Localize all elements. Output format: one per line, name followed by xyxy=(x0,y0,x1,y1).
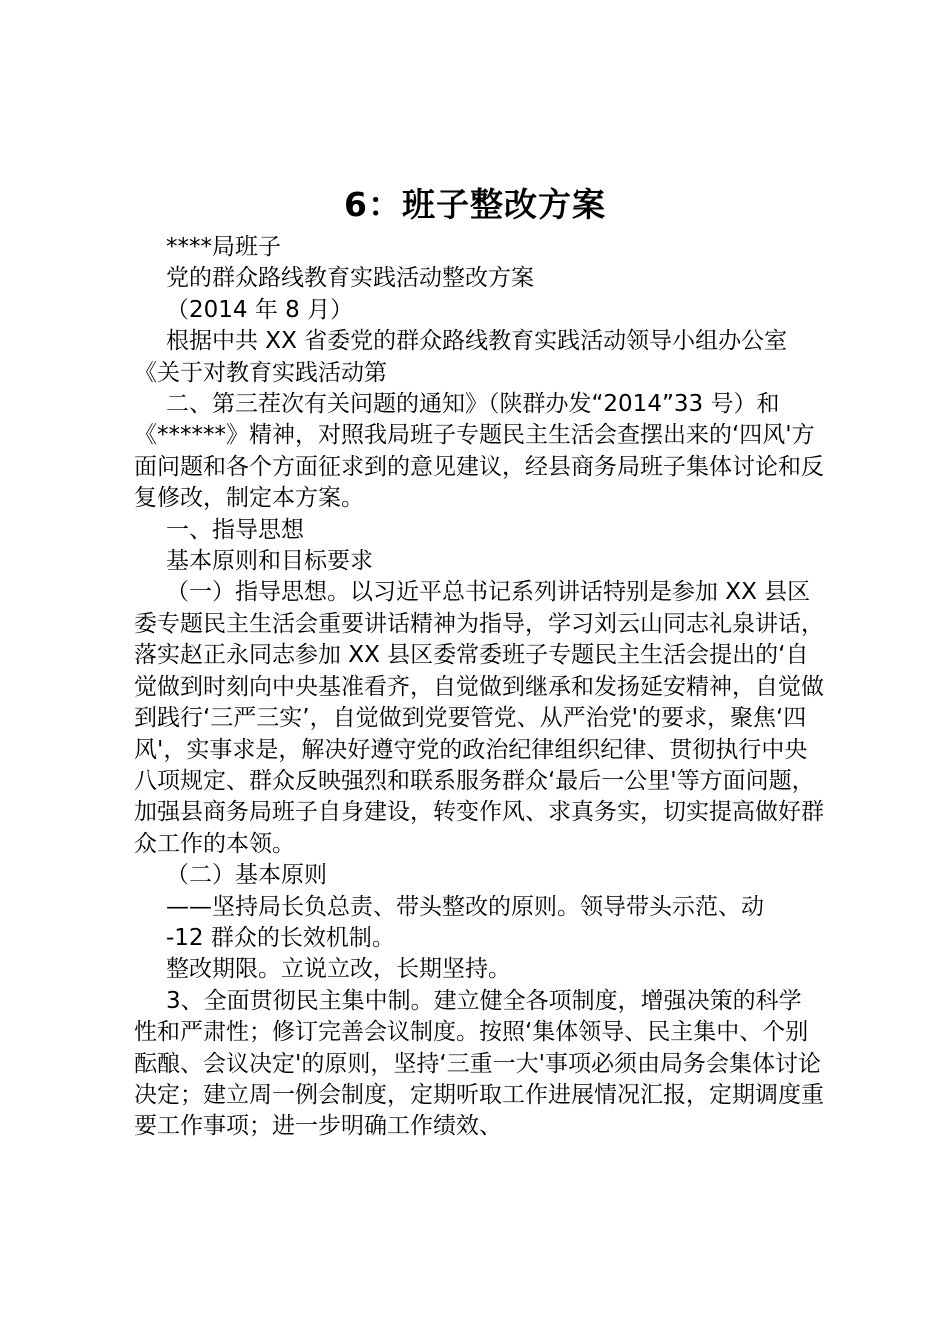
paragraph-basis: 根据中共 XX 省委党的群众路线教育实践活动领导小组办公室《关于对教育实践活动第 xyxy=(134,328,788,386)
heading-basic-principles: （二）基本原则 xyxy=(166,862,327,889)
paragraph-plan-name: 党的群众路线教育实践活动整改方案 xyxy=(166,265,534,292)
heading-guiding-thought: 一、指导思想 xyxy=(166,516,304,543)
paragraph-unit-name: ****局班子 xyxy=(166,234,281,260)
heading-principles-goals: 基本原则和目标要求 xyxy=(166,548,373,575)
paragraph-democratic-centralism: 3、全面贯彻民主集中制。建立健全各项制度，增强决策的科学性和严肃性；修订完善会议制度。按照‘集体领导、民主集中、个别酝酿、会议决定'的原则，坚持‘三重一大'事项必须由局务会集体讨论决定；建立周一例会制度，定期听取工作进展情况汇报，定期调度重要工作事项；进一步明确工作绩效、 xyxy=(134,987,824,1140)
paragraph-deadline: 整改期限。立说立改，长期坚持。 xyxy=(166,956,511,983)
paragraph-notice: 二、第三茬次有关问题的通知》（陕群办发“2014”33 号）和《******》精神，对照我局班子专题民主生活会查摆出来的‘四风'方面问题和各个方面征求到的意见建议，经县商务局班子集体讨论和反复修改，制定本方案。 xyxy=(134,391,824,512)
document-body xyxy=(134,232,824,1143)
paragraph-principle-1: ——坚持局长负总责、带头整改的原则。领导带头示范、动 xyxy=(166,893,764,920)
document-title: 6：班子整改方案 xyxy=(344,185,606,224)
paragraph-fragment: -12 群众的长效机制。 xyxy=(166,924,395,951)
paragraph-date: （2014 年 8 月） xyxy=(166,296,354,323)
paragraph-guiding-thought: （一）指导思想。以习近平总书记系列讲话特别是参加 XX 县区委专题民主生活会重要讲话精神为指导，学习刘云山同志礼泉讲话，落实赵正永同志参加 XX 县区委常委班子专题民主生活会提出的‘自觉做到时刻向中央基准看齐，自觉做到继承和发扬延安精神，自觉做到践行‘三严三实’，自觉做到党要管党、从严治党'的要求，聚焦‘四风'，实事求是，解决好遵守党的政治纪律组织纪律、贯彻执行中央八项规定、群众反映强烈和联系服务群众‘最后一公里'等方面问题，加强县商务局班子自身建设，转变作风、求真务实，切实提高做好群众工作的本领。 xyxy=(134,579,824,857)
